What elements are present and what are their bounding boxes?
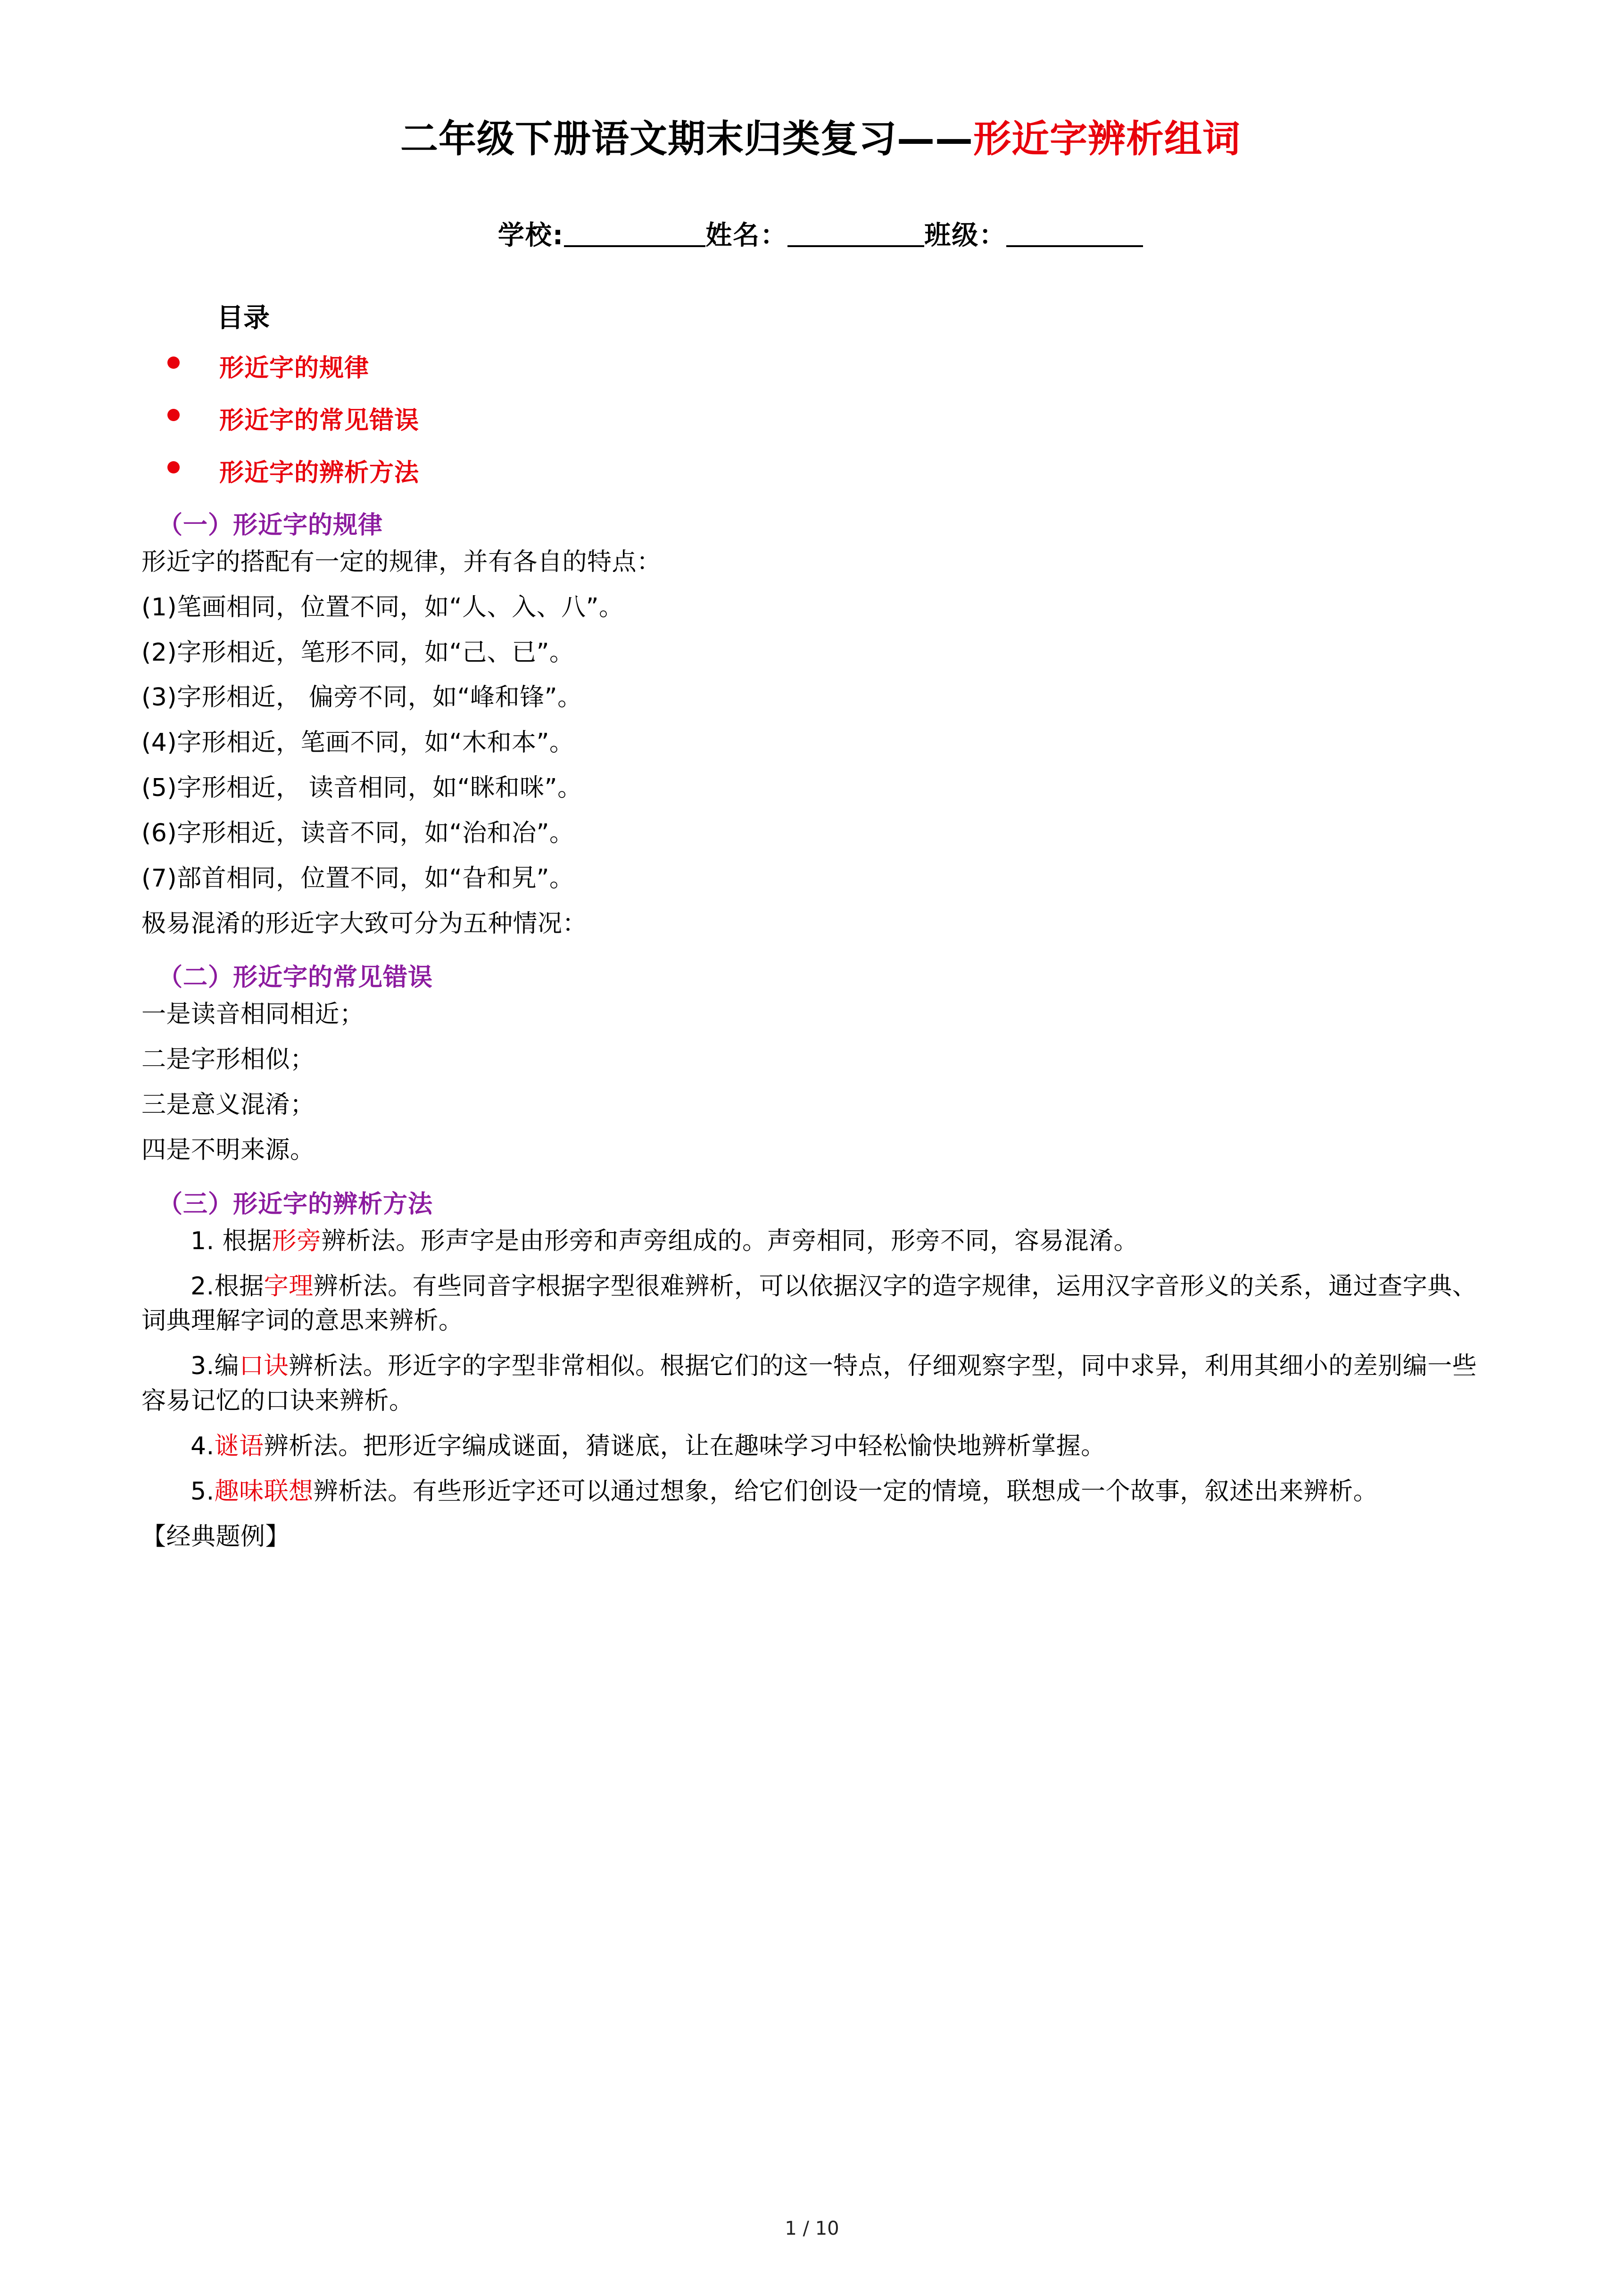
page-number: 1 / 10 [785,2218,839,2239]
example-label: 【经典题例】 [141,1522,290,1551]
bullet-icon [167,409,180,421]
toc-item-1[interactable] [167,348,1500,383]
toc-item-3[interactable] [167,453,1500,488]
method-4-pre: 4. [191,1432,215,1460]
method-1-post: 辨析法。形声字是由形旁和声旁组成的。声旁相同，形旁不同，容易混淆。 [321,1227,1139,1255]
section1-line-2: (1)笔画相同，位置不同，如“人、入、八”。 [141,593,624,622]
toc-heading: 目录 [217,303,270,333]
method-3-post: 辨析法。形近字的字型非常相似。根据它们的这一特点，仔细观察字型，同中求异，利用其细小的差别编一些容易记忆的口诀来辨析。 [141,1352,1477,1416]
method-item-2 [141,1269,1500,1339]
section2-line-1: 一是读音相同相近； [141,1000,365,1029]
method-4-highlight: 谜语 [214,1432,264,1460]
name-label: 姓名： [705,220,788,251]
method-2-post: 辨析法。有些同音字根据字型很难辨析，可以依据汉字的造字规律，运用汉字音形义的关系，通过查字典、词典理解字词的意思来辨析。 [141,1272,1477,1335]
method-3-pre: 3.编 [191,1352,240,1381]
section1-line-3: (2)字形相近，笔形不同，如“己、已”。 [141,638,574,667]
section1-line-1: 形近字的搭配有一定的规律，并有各自的特点： [141,548,662,576]
section2-line-3: 三是意义混淆； [141,1091,315,1119]
method-5-pre: 5. [191,1477,215,1506]
method-5-highlight: 趣味联想 [214,1477,314,1506]
page-title [141,108,1500,163]
method-item-1 [141,1224,1500,1259]
bullet-icon [167,356,180,369]
section2-line-4: 四是不明来源。 [141,1136,315,1164]
toc-item-label: 形近字的常见错误 [219,406,420,435]
section1-line-5: (4)字形相近，笔画不同，如“木和本”。 [141,729,574,757]
method-1-pre: 1. 根据 [191,1227,272,1255]
section-heading-3: （三）形近字的辨析方法 [158,1190,433,1218]
bullet-icon [167,461,180,473]
method-item-4 [141,1429,1500,1464]
method-item-3 [141,1349,1500,1419]
toc-item-label: 形近字的规律 [219,354,370,382]
method-5-post: 辨析法。有些形近字还可以通过想象，给它们创设一定的情境，联想成一个故事，叙述出来辨析。 [313,1477,1378,1506]
section1-line-7: (6)字形相近，读音不同，如“治和冶”。 [141,819,574,847]
student-info-line [141,215,1500,252]
method-item-5 [141,1475,1500,1509]
method-2-pre: 2.根据 [191,1272,264,1301]
toc-item-2[interactable] [167,400,1500,436]
method-2-highlight: 字理 [264,1272,314,1301]
section1-line-8: (7)部首相同，位置不同，如“旮和旯”。 [141,864,574,893]
method-3-highlight: 口诀 [239,1352,289,1381]
method-4-post: 辨析法。把形近字编成谜面，猜谜底，让在趣味学习中轻松愉快地辨析掌握。 [264,1432,1106,1460]
document-content [141,0,1500,1565]
section-heading-2: （二）形近字的常见错误 [158,963,433,992]
name-blank[interactable] [787,245,924,247]
section-heading-1: （一）形近字的规律 [158,511,383,539]
school-blank[interactable] [564,245,705,247]
toc-list [141,348,1500,488]
section2-line-2: 二是字形相似； [141,1045,315,1074]
toc-item-label: 形近字的辨析方法 [219,459,420,487]
class-blank[interactable] [1006,245,1143,247]
section1-line-4: (3)字形相近， 偏旁不同，如“峰和锋”。 [141,683,582,712]
section1-line-6: (5)字形相近， 读音相同，如“眯和咪”。 [141,774,582,803]
class-label: 班级： [924,220,1007,251]
page-title-main: 二年级下册语文期末归类复习—— [400,117,973,161]
method-1-highlight: 形旁 [272,1227,322,1255]
page-title-accent: 形近字辨析组词 [973,117,1241,161]
section1-line-9: 极易混淆的形近字大致可分为五种情况： [141,909,588,938]
school-label: 学校: [497,220,564,251]
